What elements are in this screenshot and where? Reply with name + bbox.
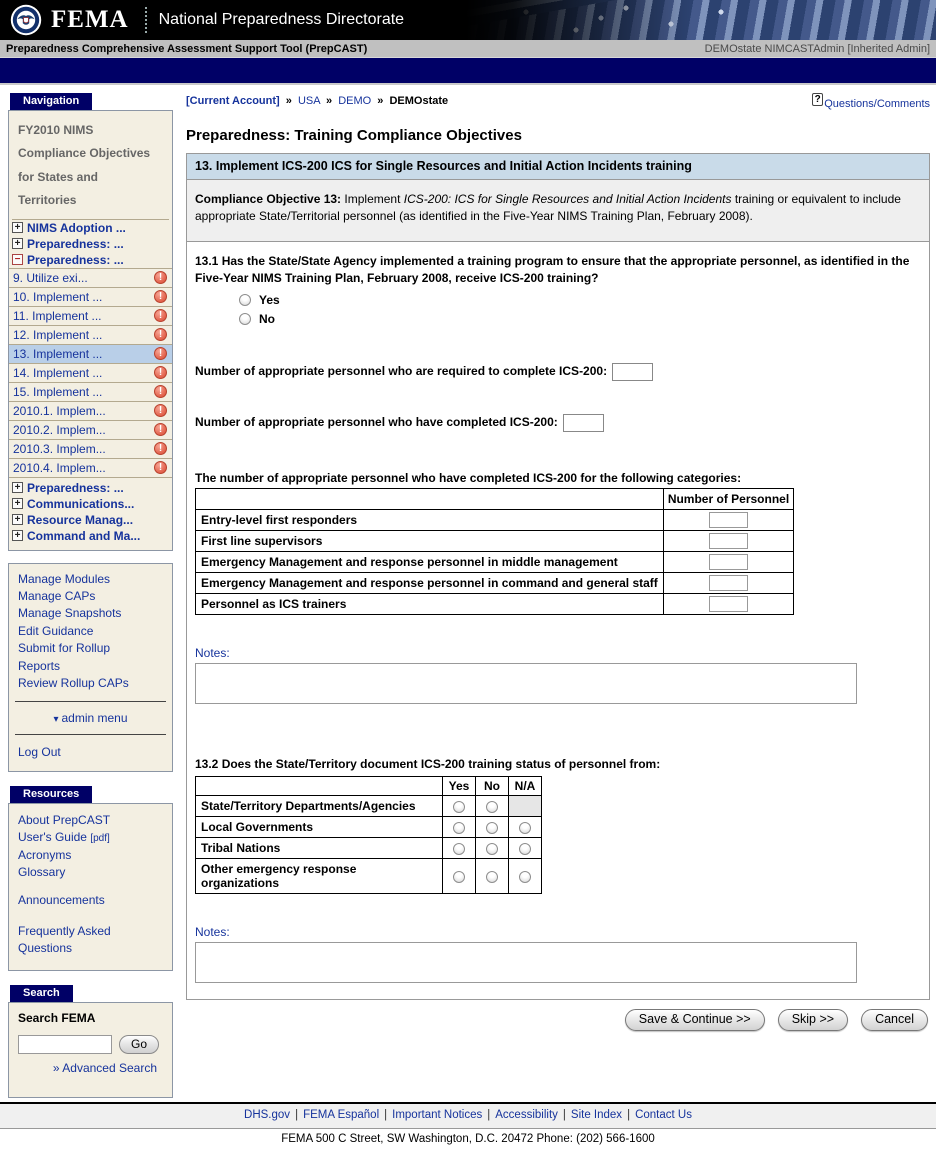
radio-local-no[interactable] [486,822,498,834]
collapse-toggle-icon[interactable]: − [12,254,23,265]
radio-no[interactable] [239,313,251,325]
radio-state-no[interactable] [486,801,498,813]
warning-icon: ! [154,347,167,360]
separator: | [627,1108,631,1121]
notes-label: Notes: [195,925,230,940]
resources-box [8,803,173,971]
save-and-continue-button[interactable]: Save & Continue >> [625,1009,765,1031]
completed-personnel-row [195,414,921,432]
expand-toggle-icon[interactable]: + [12,498,23,509]
resources-header: Resources [10,786,92,803]
personnel-count-input-first-line[interactable] [709,533,748,549]
directorate-title: National Preparedness Directorate [158,11,405,28]
footer-link-contact-us[interactable]: Contact Us [635,1108,692,1121]
admin-menu-toggle[interactable]: ▾ admin menu [53,711,128,726]
radio-yes[interactable] [239,294,251,306]
header-divider [145,7,147,33]
search-input[interactable] [18,1035,112,1054]
admin-links-box [8,563,173,772]
completed-personnel-label: Number of appropriate personnel who have completed ICS-200: [195,415,558,430]
radio-local-na[interactable] [519,822,531,834]
spacer [18,881,163,892]
radio-tribal-yes[interactable] [453,843,465,855]
category-label: Emergency Management and response personnel in command and general staff [196,573,664,594]
sidebar-link-submit-for-rollup[interactable]: Submit for Rollup [18,641,111,656]
category-label: Personnel as ICS trainers [196,594,664,615]
table-row [196,594,794,615]
footer-link-espanol[interactable]: FEMA Español [303,1108,380,1121]
completed-personnel-input[interactable] [563,414,604,432]
table-row [196,838,542,859]
cancel-button[interactable]: Cancel [861,1009,928,1031]
footer-link-accessibility[interactable]: Accessibility [495,1108,558,1121]
personnel-count-input-command-staff[interactable] [709,575,748,591]
expand-toggle-icon[interactable]: + [12,238,23,249]
category-label: First line supervisors [196,531,664,552]
sidebar-item-objective-14[interactable]: 14. Implement ... ! [9,364,172,383]
spacer [18,910,163,923]
module-title: FY2010 NIMS Compliance Objectives for States and Territories [18,123,151,208]
required-personnel-row [195,363,921,381]
warning-icon: ! [154,404,167,417]
table-row [196,859,542,894]
resources-link-faq[interactable]: Frequently Asked Questions [18,923,111,956]
warning-icon: ! [154,271,167,284]
navy-band [0,58,936,85]
resources-link-glossary[interactable]: Glossary [18,864,66,879]
separator: | [295,1108,299,1121]
empty-header-cell [196,489,664,510]
table-row [196,573,794,594]
table-header-row [196,489,794,510]
radio-tribal-no[interactable] [486,843,498,855]
objective-list [9,268,172,478]
search-header: Search [10,985,73,1002]
sidebar-item-communications[interactable]: + Communications... [9,496,172,512]
breadcrumb [186,95,930,110]
radio-tribal-na[interactable] [519,843,531,855]
breadcrumb-demostate: DEMOstate [389,95,449,107]
empty-header-cell [196,777,443,796]
expand-toggle-icon[interactable]: + [12,530,23,541]
expand-toggle-icon[interactable]: + [12,222,23,233]
divider [15,734,166,735]
fema-logo-text: FEMA [51,6,129,33]
logged-in-user: DEMOstate NIMCASTAdmin [Inherited Admin] [704,42,930,55]
sidebar-item-objective-10[interactable]: 10. Implement ... ! [9,288,172,307]
table-row [196,796,542,817]
q13-2-notes-textarea[interactable] [195,942,857,983]
question-13-1: 13.1 Has the State/State Agency implemented a training program to ensure that the appropriate personnel, as identified in the Five-Year NIMS Training Plan, February 2008, receive ICS-200 training? [195,253,910,285]
footer-link-important-notices[interactable]: Important Notices [392,1108,483,1121]
go-button[interactable]: Go [119,1035,159,1054]
separator: | [562,1108,566,1121]
warning-icon: ! [154,328,167,341]
navigation-box [8,110,173,551]
warning-icon: ! [154,290,167,303]
row-label: Other emergency response organizations [196,859,443,894]
action-buttons [188,1009,928,1031]
sidebar-item-preparedness-2[interactable]: + Preparedness: ... [9,480,172,496]
course-name: ICS-200: ICS for Single Resources and Initial Action Incidents [403,192,732,206]
category-label: Emergency Management and response personnel in middle management [196,552,664,573]
notes-label: Notes: [195,646,230,661]
q13-1-notes-textarea[interactable] [195,663,857,704]
warning-icon: ! [154,423,167,436]
breadcrumb-usa[interactable]: USA [297,95,320,107]
sidebar-item-objective-13-selected[interactable]: 13. Implement ... ! [9,345,172,364]
sidebar [8,93,173,1098]
row-label: Local Governments [196,817,443,838]
dhs-seal-icon [10,4,42,36]
training-status-table [195,776,542,894]
breadcrumb-separator: » [285,95,292,107]
navigation-header: Navigation [10,93,92,110]
search-fema-label: Search FEMA [18,1010,96,1025]
radio-other-yes[interactable] [453,871,465,883]
sidebar-item-objective-2010-2[interactable]: 2010.2. Implem... ! [9,421,172,440]
sidebar-item-objective-2010-1[interactable]: 2010.1. Implem... ! [9,402,172,421]
warning-icon: ! [154,366,167,379]
pdf-tag: [pdf] [90,833,110,845]
expand-toggle-icon[interactable]: + [12,514,23,525]
advanced-search-link[interactable]: » Advanced Search [52,1060,157,1075]
skip-button[interactable]: Skip >> [778,1009,848,1031]
na-header: N/A [509,777,542,796]
resources-link-announcements[interactable]: Announcements [18,893,105,908]
resources-link-users-guide[interactable]: User's Guide [pdf] [18,830,110,845]
sidebar-item-objective-2010-4[interactable]: 2010.4. Implem... ! [9,459,172,478]
warning-icon: ! [154,309,167,322]
separator: | [487,1108,491,1121]
question-area [187,242,929,999]
breadcrumb-separator: » [377,95,384,107]
expand-toggle-icon[interactable]: + [12,482,23,493]
objective-13-panel [186,153,930,1000]
no-header: No [476,777,509,796]
personnel-count-input-ics-trainers[interactable] [709,596,748,612]
fema-address: FEMA 500 C Street, SW Washington, D.C. 20472 Phone: (202) 566-1600 [281,1132,655,1145]
question-13-2: 13.2 Does the State/Territory document ICS-200 training status of personnel from: [195,757,661,772]
sidebar-link-manage-modules[interactable]: Manage Modules [18,571,111,586]
breadcrumb-separator: » [326,95,333,107]
personnel-category-table [195,488,794,615]
page-title: Preparedness: Training Compliance Objectives [186,127,522,144]
resources-link-about[interactable]: About PrepCAST [18,812,111,827]
sidebar-item-nims-adoption[interactable]: + NIMS Adoption ... [9,220,172,236]
row-label: State/Territory Departments/Agencies [196,796,443,817]
warning-icon: ! [154,461,167,474]
footer-link-dhs[interactable]: DHS.gov [244,1108,291,1121]
sidebar-item-objective-15[interactable]: 15. Implement ... ! [9,383,172,402]
radio-local-yes[interactable] [453,822,465,834]
sidebar-item-objective-2010-3[interactable]: 2010.3. Implem... ! [9,440,172,459]
separator: | [384,1108,388,1121]
sidebar-link-reports[interactable]: Reports [18,658,61,673]
sidebar-link-manage-snapshots[interactable]: Manage Snapshots [18,606,122,621]
help-icon[interactable]: ? [812,93,823,106]
main-content [186,93,930,1098]
category-table-title: The number of appropriate personnel who have completed ICS-200 for the following categories: [195,471,742,486]
radio-other-na[interactable] [519,871,531,883]
required-personnel-label: Number of appropriate personnel who are required to complete ICS-200: [195,364,608,379]
search-box [8,1002,173,1098]
radio-yes-label: Yes [259,293,280,308]
yes-header: Yes [443,777,476,796]
breadcrumb-demo[interactable]: DEMO [338,95,372,107]
number-of-personnel-header: Number of Personnel [664,489,794,510]
warning-icon: ! [154,385,167,398]
sidebar-link-manage-caps[interactable]: Manage CAPs [18,588,96,603]
sidebar-item-objective-9[interactable]: 9. Utilize exi... ! [9,269,172,288]
site-footer [0,1102,936,1151]
tree-bottom [9,478,172,550]
resources-link-acronyms[interactable]: Acronyms [18,847,72,862]
app-title-bar [0,40,936,58]
q13-1-options [239,293,921,326]
compliance-objective-text: Compliance Objective 13: Implement ICS-200: ICS for Single Resources and Initial Action Incidents training or equivalent to include appropriate State/Territorial personnel (as identified in the Five-Year NIMS Training Plan, February 2008). [187,180,929,242]
row-label: Tribal Nations [196,838,443,859]
personnel-count-input-entry-level[interactable] [709,512,748,528]
footer-links [0,1104,936,1129]
table-header-row [196,777,542,796]
questions-comments-link[interactable]: Questions/Comments [824,98,930,110]
radio-state-yes[interactable] [453,801,465,813]
logout-link[interactable]: Log Out [18,745,61,760]
flag-image [466,0,936,40]
required-personnel-input[interactable] [612,363,653,381]
divider [15,701,166,702]
app-title: Preparedness Comprehensive Assessment Support Tool (PrepCAST) [6,42,368,55]
sidebar-item-preparedness-expanded[interactable]: − Preparedness: ... [9,252,172,268]
footer-link-site-index[interactable]: Site Index [570,1108,623,1121]
table-row [196,531,794,552]
breadcrumb-current-account[interactable]: [Current Account] [186,95,280,107]
caret-down-icon: ▾ [53,714,59,726]
sidebar-link-review-rollup-caps[interactable]: Review Rollup CAPs [18,675,129,690]
radio-other-no[interactable] [486,871,498,883]
sidebar-item-objective-12[interactable]: 12. Implement ... ! [9,326,172,345]
section-header: 13. Implement ICS-200 ICS for Single Resources and Initial Action Incidents training [187,154,929,180]
sidebar-item-command-and-management[interactable]: + Command and Ma... [9,528,172,544]
table-row [196,552,794,573]
sidebar-item-resource-management[interactable]: + Resource Manag... [9,512,172,528]
site-header [0,0,936,40]
sidebar-item-preparedness-1[interactable]: + Preparedness: ... [9,236,172,252]
radio-no-label: No [259,312,275,327]
table-row [196,817,542,838]
warning-icon: ! [154,442,167,455]
na-disabled-cell [509,796,542,817]
table-row [196,510,794,531]
personnel-count-input-middle-mgmt[interactable] [709,554,748,570]
category-label: Entry-level first responders [196,510,664,531]
sidebar-link-edit-guidance[interactable]: Edit Guidance [18,623,94,638]
sidebar-item-objective-11[interactable]: 11. Implement ... ! [9,307,172,326]
